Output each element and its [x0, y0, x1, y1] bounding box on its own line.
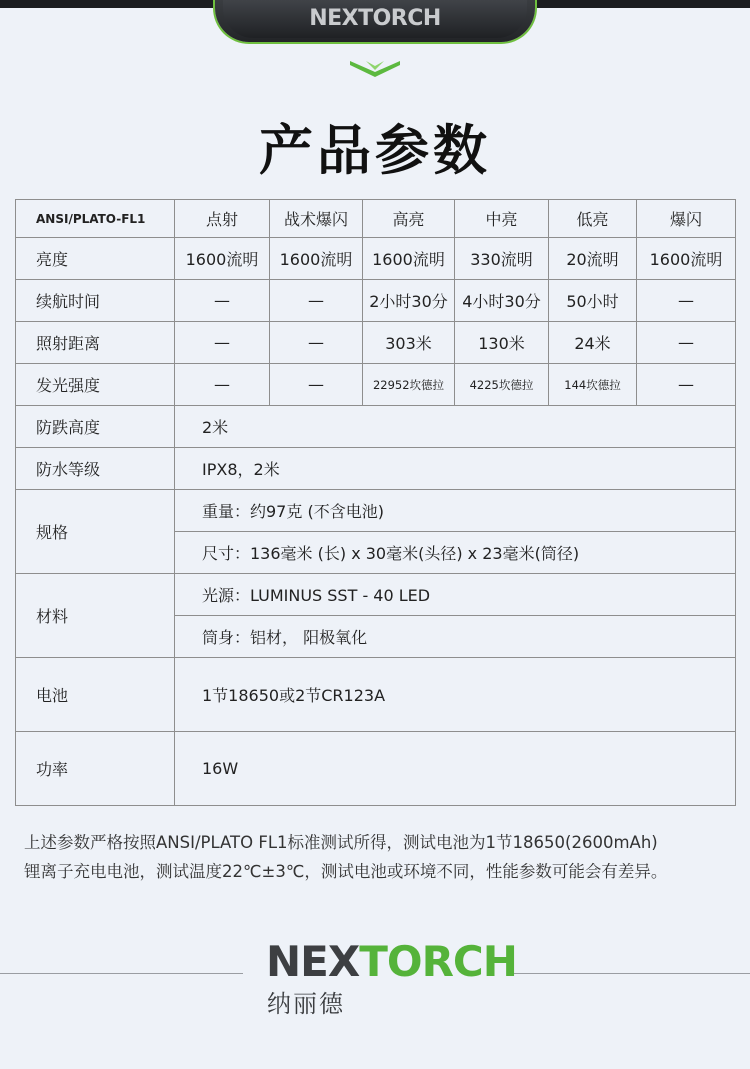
mode-header: 高亮	[363, 200, 455, 238]
table-cell: —	[175, 364, 270, 406]
footnote	[24, 828, 736, 886]
table-cell: 16W	[175, 732, 736, 806]
table-cell: 1600流明	[637, 238, 736, 280]
table-row	[16, 322, 736, 364]
table-cell: —	[175, 280, 270, 322]
table-cell: 20流明	[549, 238, 637, 280]
table-cell: —	[270, 322, 363, 364]
row-label: 电池	[16, 658, 175, 732]
chevron-down-icon	[348, 58, 402, 78]
table-row	[16, 238, 736, 280]
table-cell: 22952坎德拉	[363, 364, 455, 406]
table-cell: 1600流明	[175, 238, 270, 280]
table-cell: 尺寸：136毫米 (长) x 30毫米(头径) x 23毫米(筒径)	[175, 532, 736, 574]
table-cell: 24米	[549, 322, 637, 364]
table-cell: 4225坎德拉	[455, 364, 549, 406]
row-label: 续航时间	[16, 280, 175, 322]
brand-name-cn: 纳丽德	[267, 990, 345, 1018]
mode-header: 战术爆闪	[270, 200, 363, 238]
row-label: 防水等级	[16, 448, 175, 490]
table-cell: —	[637, 322, 736, 364]
table-cell: —	[637, 280, 736, 322]
table-row	[16, 448, 736, 490]
table-cell: —	[270, 280, 363, 322]
standard-label: ANSI/PLATO-FL1	[16, 200, 175, 238]
brand-logo-part1: NEX	[266, 937, 360, 986]
mode-header: 中亮	[455, 200, 549, 238]
mode-header: 点射	[175, 200, 270, 238]
header-logo-tab	[215, 0, 535, 42]
row-label: 防跌高度	[16, 406, 175, 448]
row-label: 功率	[16, 732, 175, 806]
mode-header: 爆闪	[637, 200, 736, 238]
table-cell: 1600流明	[270, 238, 363, 280]
footnote-line: 锂离子充电电池，测试温度22℃±3℃，测试电池或环境不同，性能参数可能会有差异。	[24, 862, 668, 881]
table-row	[16, 574, 736, 616]
table-row	[16, 406, 736, 448]
row-label: 发光强度	[16, 364, 175, 406]
table-row	[16, 364, 736, 406]
row-label: 亮度	[16, 238, 175, 280]
table-cell: 1节18650或2节CR123A	[175, 658, 736, 732]
row-label: 规格	[16, 490, 175, 574]
header-logo: NEXTORCH	[309, 6, 441, 31]
table-row	[16, 732, 736, 806]
table-header-row	[16, 200, 736, 238]
table-cell: 2小时30分	[363, 280, 455, 322]
table-cell: 144坎德拉	[549, 364, 637, 406]
table-cell: 2米	[175, 406, 736, 448]
table-cell: 50小时	[549, 280, 637, 322]
table-cell: 130米	[455, 322, 549, 364]
table-cell: —	[270, 364, 363, 406]
table-cell: 330流明	[455, 238, 549, 280]
table-cell: 303米	[363, 322, 455, 364]
table-row	[16, 280, 736, 322]
page-title: 产品参数	[259, 119, 491, 182]
table-row	[16, 490, 736, 532]
table-cell: 4小时30分	[455, 280, 549, 322]
table-cell: 重量：约97克 (不含电池)	[175, 490, 736, 532]
spec-table	[15, 199, 736, 806]
row-label: 照射距离	[16, 322, 175, 364]
divider-left	[0, 973, 243, 974]
table-cell: 1600流明	[363, 238, 455, 280]
footnote-line: 上述参数严格按照ANSI/PLATO FL1标准测试所得，测试电池为1节18650(2600mAh)	[24, 833, 658, 852]
table-cell: IPX8，2米	[175, 448, 736, 490]
mode-header: 低亮	[549, 200, 637, 238]
table-cell: —	[637, 364, 736, 406]
brand-logo-part2: TORCH	[359, 937, 517, 986]
table-cell: 光源：LUMINUS SST - 40 LED	[175, 574, 736, 616]
table-cell: 筒身：铝材， 阳极氧化	[175, 616, 736, 658]
table-cell: —	[175, 322, 270, 364]
divider-right	[508, 973, 750, 974]
table-row	[16, 658, 736, 732]
brand-logo	[266, 937, 517, 986]
row-label: 材料	[16, 574, 175, 658]
